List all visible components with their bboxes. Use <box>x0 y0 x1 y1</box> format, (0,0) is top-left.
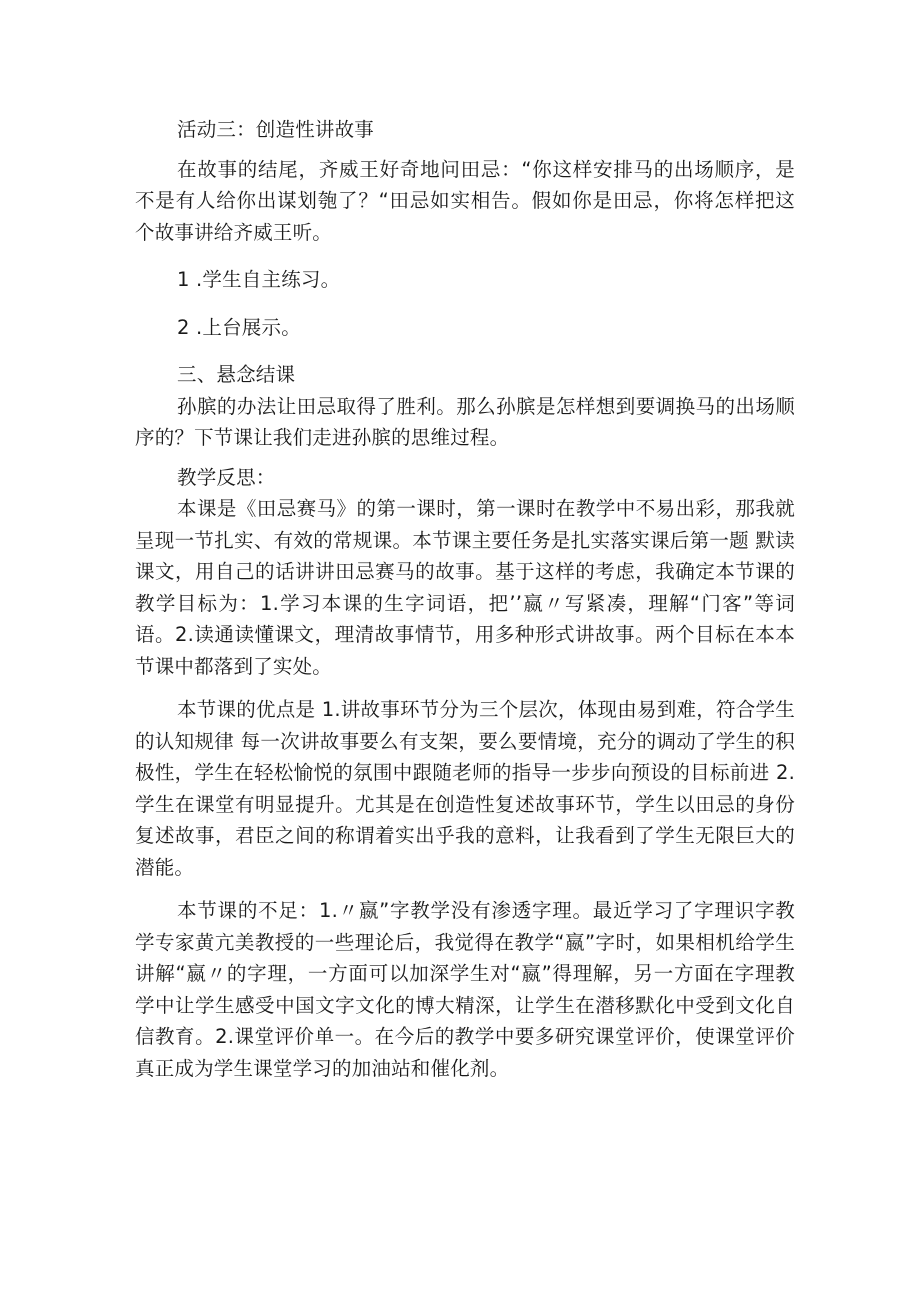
section3-paragraph: 孙膑的办法让田忌取得了胜利。那么孙膑是怎样想到要调换马的出场顺序的？下节课让我们走进孙膑的思维过程。 <box>135 394 795 449</box>
document-body <box>135 114 795 1084</box>
activity3-paragraph: 在故事的结尾，齐威王好奇地问田忌：“你这样安排马的出场顺序，是不是有人给你出谋划匏了？“田忌如实相告。假如你是田忌，你将怎样把这个故事讲给齐威王听。 <box>135 157 795 244</box>
section3-heading: 三、悬念结课 <box>177 363 296 386</box>
step-2: 2 .上台展示。 <box>177 315 301 339</box>
reflection-heading: 教学反思： <box>177 465 276 489</box>
reflection-paragraph-1: 本课是《田忌赛马》的第一课时，第一课时在教学中不易出彩，那我就呈现一节扎实、有效的常规课。本节课主要任务是扎实落实课后第一题 默读课文，用自己的话讲讲田忌赛马的故事。基于这样的考虑，我确定本节课的教学目标为：1.学习本课的生字词语，把’’嬴〃写紧凑，理解“门客”等词语。2.读通读懂课文，理清故事情节，用多种形式讲故事。两个目标在本本节课中都落到了实处。 <box>135 497 795 678</box>
reflection-paragraph-2: 本节课的优点是 1.讲故事环节分为三个层次，体现由易到难，符合学生的认知规律 每一次讲故事要么有支架，要么要情境，充分的调动了学生的积极性，学生在轻松愉悦的氛围中跟随老师的指导一步步向预设的目标前进 2.学生在课堂有明显提升。尤其是在创造性复述故事环节，学生以田忌的身份复述故事，君臣之间的称谓着实出乎我的意料，让我看到了学生无限巨大的潜能。 <box>135 698 795 879</box>
activity3-heading: 活动三：创造性讲故事 <box>177 118 375 141</box>
reflection-paragraph-3: 本节课的不足：1.〃嬴”字教学没有渗透字理。最近学习了字理识字教学专家黄亢美教授的一些理论后，我觉得在教学“嬴”字时，如果相机给学生讲解“嬴〃的字理，一方面可以加深学生对“嬴”得理解，另一方面在字理教学中让学生感受中国文字文化的博大精深，让学生在潜移默化中受到文化自信教育。2.课堂评价单一。在今后的教学中要多研究课堂评价，使课堂评价真正成为学生课堂学习的加油站和催化剂。 <box>135 899 795 1080</box>
step-1: 1 .学生自主练习。 <box>177 268 341 291</box>
